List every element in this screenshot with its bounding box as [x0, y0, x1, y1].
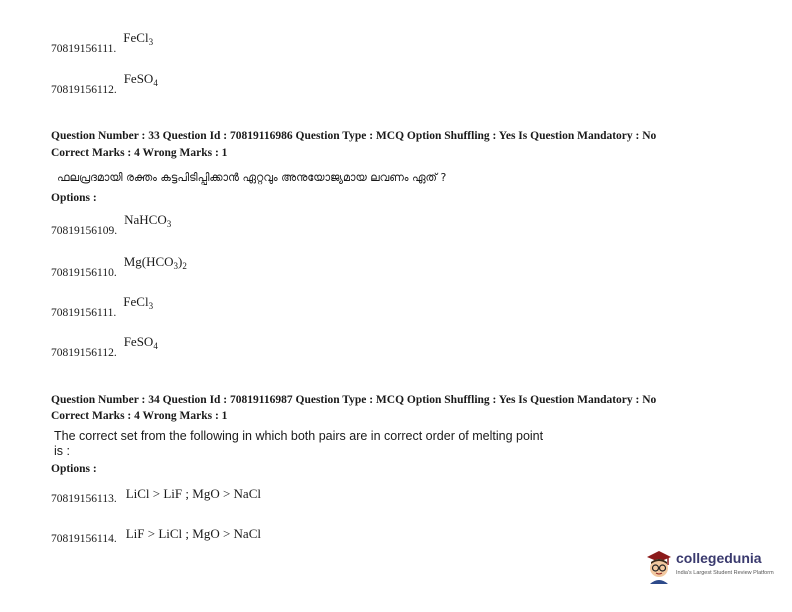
option-row — [51, 254, 187, 281]
question-34-text-line1: The correct set from the following in which both pairs are in correct order of melting point — [54, 429, 544, 443]
student-mascot-icon — [644, 548, 674, 584]
option-row — [51, 526, 261, 546]
option-formula: $Mg(HCO_3)_2$ — [123, 254, 187, 271]
option-formula: FeSO$_4$ — [123, 334, 158, 351]
collegedunia-logo — [644, 546, 774, 586]
option-number: 70819156113. — [51, 493, 117, 505]
option-formula: FeCl$_3$ — [123, 294, 154, 311]
question-33-marks: Correct Marks : 4 Wrong Marks : 1 — [51, 147, 228, 159]
option-row — [51, 334, 158, 361]
option-formula: NaHCO$_3$ — [124, 212, 172, 229]
option-number: 70819156111. — [51, 43, 117, 55]
options-label: Options : — [51, 463, 97, 475]
option-number: 70819156114. — [51, 533, 117, 545]
option-row — [51, 486, 261, 506]
option-number: 70819156112. — [51, 347, 117, 359]
question-34-text-line2: is : — [54, 444, 70, 458]
option-number: 70819156112. — [51, 84, 117, 96]
question-33-header: Question Number : 33 Question Id : 70819116986 Question Type : MCQ Option Shuffling : Yes Is Question Mandatory : No — [51, 130, 657, 142]
option-text: LiCl > LiF ; MgO > NaCl — [125, 486, 261, 501]
logo-tagline: India's Largest Student Review Platform — [676, 570, 774, 576]
option-row — [51, 294, 154, 321]
option-number: 70819156111. — [51, 307, 117, 319]
option-formula: FeSO$_4$ — [123, 71, 158, 88]
option-formula: FeCl$_3$ — [123, 30, 154, 47]
question-34-header: Question Number : 34 Question Id : 70819116987 Question Type : MCQ Option Shuffling : Yes Is Question Mandatory : No — [51, 394, 657, 406]
option-row — [51, 30, 154, 57]
option-number: 70819156109. — [51, 225, 118, 237]
option-row — [51, 212, 172, 239]
option-text: LiF > LiCl ; MgO > NaCl — [125, 526, 261, 541]
logo-wordmark: collegedunia — [676, 550, 762, 566]
option-number: 70819156110. — [51, 267, 117, 279]
option-row — [51, 71, 158, 98]
question-34-marks: Correct Marks : 4 Wrong Marks : 1 — [51, 410, 228, 422]
options-label: Options : — [51, 192, 97, 204]
question-33-text: ഫലപ്രദമായി രക്തം കട്ടപിടിപ്പിക്കാൻ ഏറ്റവും അനുയോജ്യമായ ലവണം ഏത് ? — [57, 171, 447, 184]
